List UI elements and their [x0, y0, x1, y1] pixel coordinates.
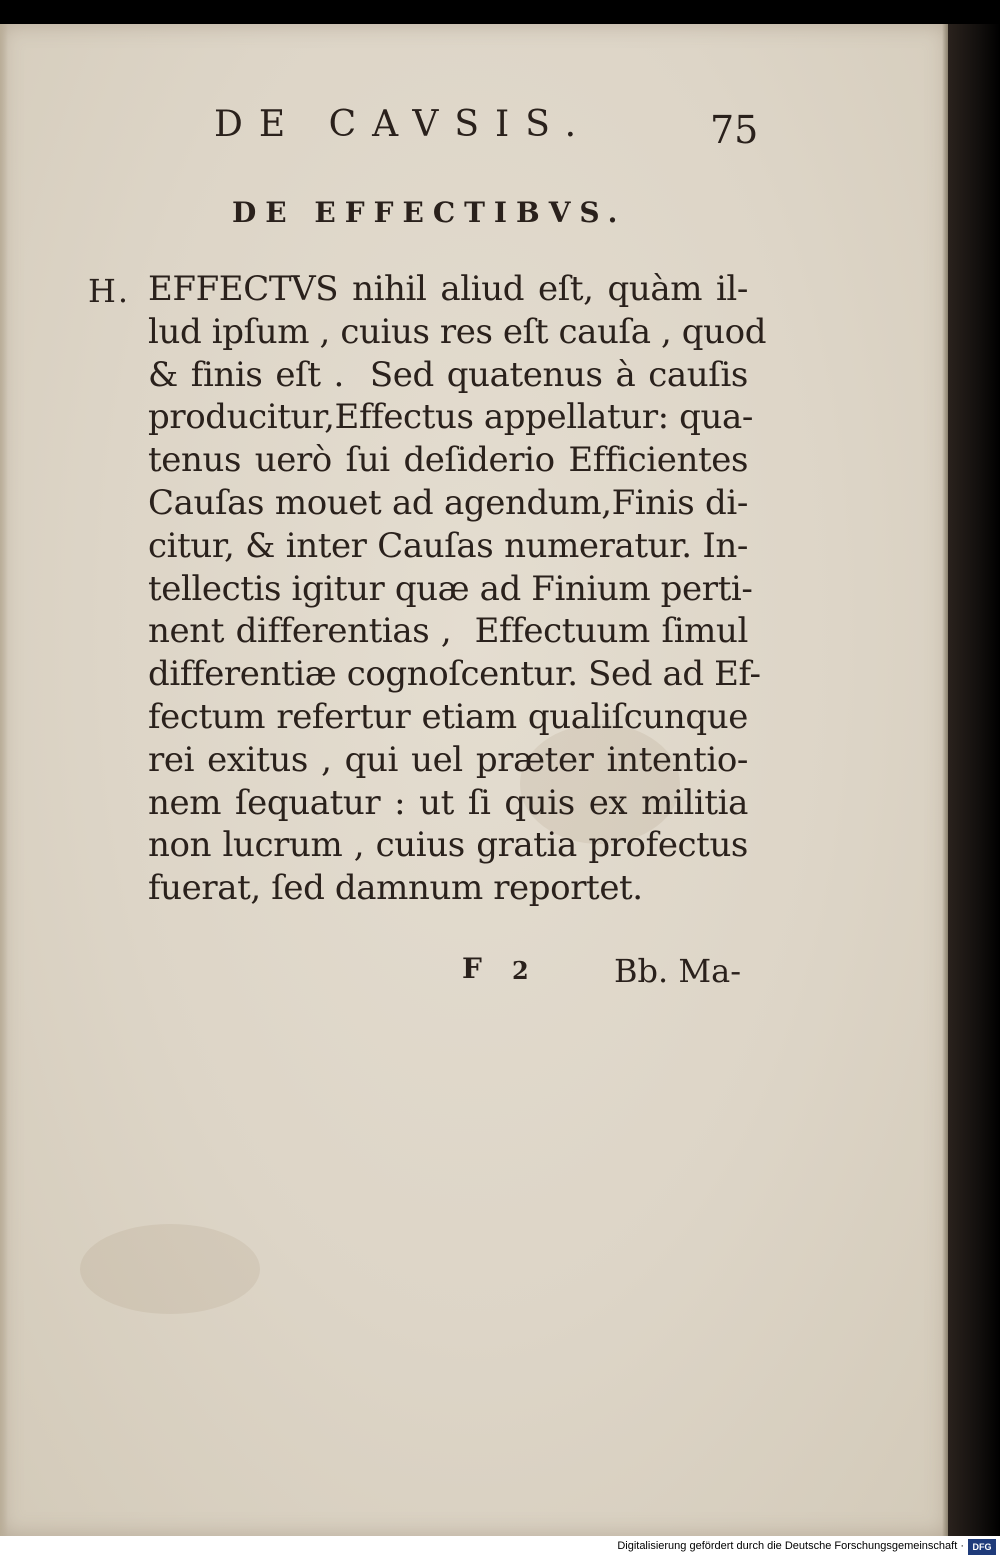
body-line: fectum refertur etiam qualiſcunque	[148, 696, 748, 737]
body-line: rei exitus , qui uel præter intentio-	[148, 739, 748, 780]
body-line: differentiæ cognoſcentur. Sed ad Ef-	[148, 654, 761, 695]
body-line: tellectis igitur quæ ad Finium perti-	[148, 568, 753, 609]
footer-bar	[0, 1536, 1000, 1560]
body-line: fuerat, ſed damnum reportet.	[148, 868, 643, 909]
body-line: Cauſas mouet ad agendum,Finis di-	[148, 482, 748, 523]
dfg-logo-icon[interactable]: DFG	[968, 1539, 996, 1555]
body-line: citur, & inter Cauſas numeratur. In-	[148, 525, 748, 566]
paper-stain	[80, 1224, 260, 1314]
signature-number: 2	[512, 956, 529, 985]
page-edge-left	[0, 24, 8, 1536]
body-line: producitur,Effectus appellatur: qua-	[148, 397, 753, 438]
body-line: & finis eſt . Sed quatenus à cauſis	[148, 354, 748, 395]
catchword: Bb. Ma-	[614, 952, 741, 990]
body-line: nem ſequatur : ut ſi quis ex militia	[148, 782, 748, 823]
funding-credit: Digitalisierung gefördert durch die Deutsche Forschungsgemeinschaft ·	[617, 1540, 964, 1552]
body-line: EFFECTVS nihil aliud eſt, quàm il-	[148, 269, 748, 309]
signature-mark: F	[462, 952, 482, 985]
body-text	[148, 268, 767, 910]
running-head: DE CAVSIS.	[214, 104, 593, 145]
body-line: lud ipſum , cuius res eſt cauſa , quod	[148, 311, 767, 352]
body-line: nent differentias , Effectuum ſimul	[148, 611, 748, 652]
body-line: non lucrum , cuius gratia profectus	[148, 825, 748, 866]
book-gutter	[948, 24, 1000, 1536]
section-title: DE EFFECTIBVS.	[232, 196, 627, 229]
paragraph-marker: H.	[88, 272, 131, 310]
body-line: tenus uerò ſui deſiderio Efficientes	[148, 440, 748, 481]
page-number: 75	[710, 108, 759, 152]
